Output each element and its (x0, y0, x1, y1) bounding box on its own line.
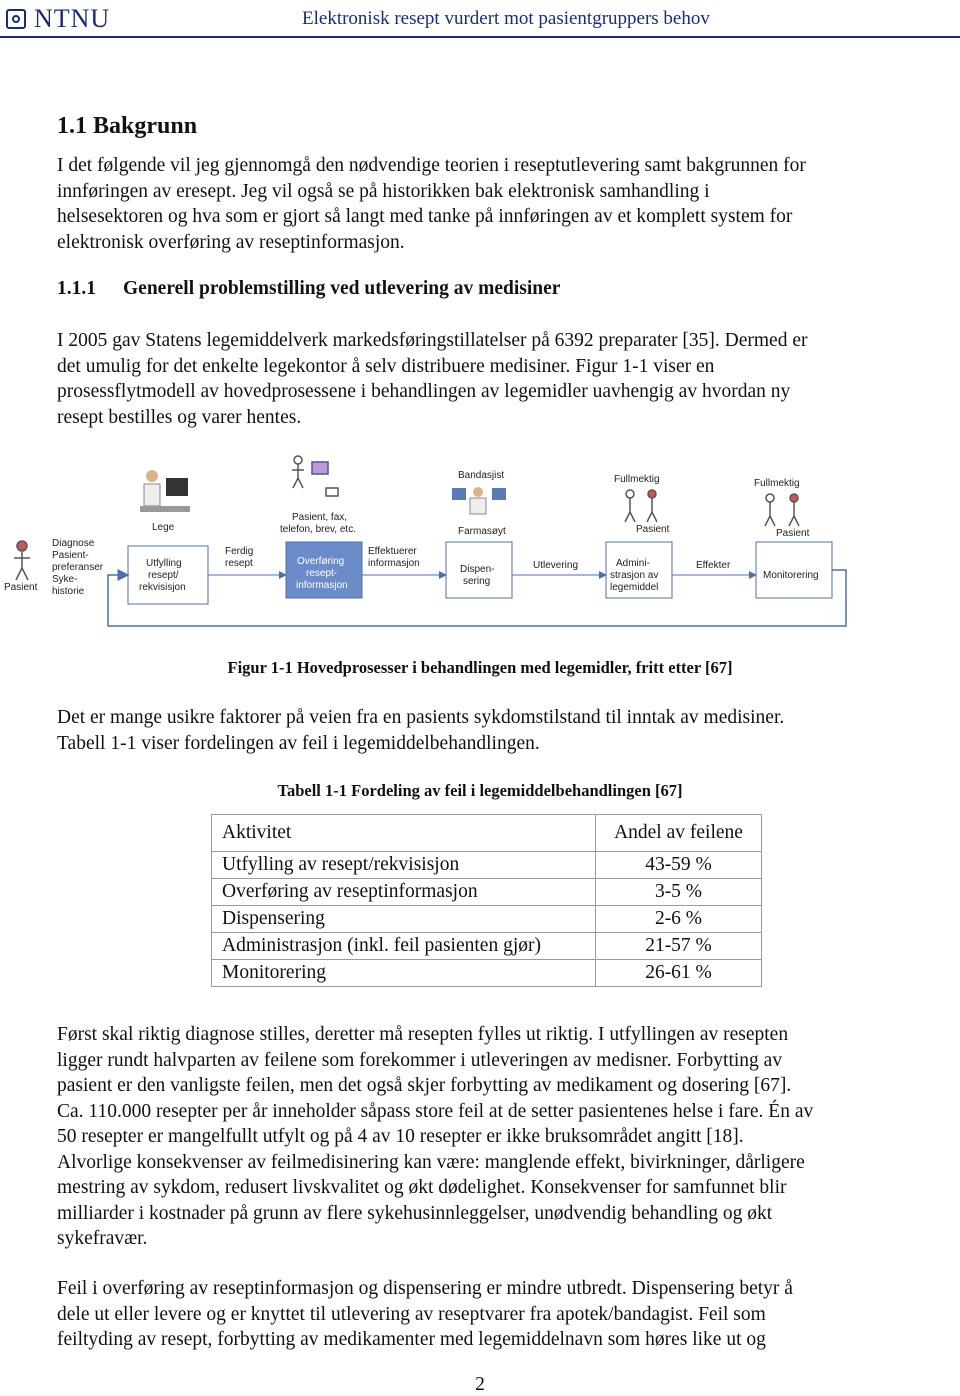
label-pasient-fax: Pasient, fax, (292, 512, 348, 523)
running-title: Elektronisk resept vurdert mot pasientgruppers behov (302, 8, 710, 29)
table-caption: Tabell 1-1 Fordeling av feil i legemiddelbehandlingen [67] (277, 781, 683, 800)
text-line: resept bestilles og varer hentes. (57, 406, 302, 428)
label-pasient-2: Pasient (636, 524, 670, 535)
proxy-patient-icon-2 (765, 494, 799, 526)
label-pasient: Pasient (4, 582, 38, 593)
communication-icon (292, 456, 338, 496)
label-legemiddel: legemiddel (610, 582, 659, 593)
text-line: Det er mange usikre faktorer på veien fra en pasients sykdomstilstand til inntak av medisiner. (57, 707, 785, 728)
text-line: prosessflytmodell av hovedprosessene i behandlingen av legemidler uavhengig av hvordan ny (57, 381, 791, 402)
label-lege: Lege (152, 522, 175, 533)
text-line: milliarder i kostnader på grunn av flere sykehusinnleggelser, unødvendig behandling og økt (57, 1202, 773, 1224)
text-line: helsesektoren og hva som er gjort så langt med tanke på innføringen av et komplett system for (57, 206, 793, 227)
label-effekter: Effekter (696, 560, 731, 571)
label-fullmektig-1: Fullmektig (614, 474, 660, 485)
label-telefon: telefon, brev, etc. (280, 524, 356, 535)
error-distribution-table (211, 814, 762, 987)
logo-text: NTNU (34, 4, 111, 33)
text-line: 50 resepter er mangelfullt utfylt og på 4 av 10 resepter er ikke bruksområdet angitt [18]. (57, 1126, 744, 1147)
label-informasjon: informasjon (296, 580, 348, 591)
label-sering: sering (463, 576, 491, 587)
label-fullmektig-2: Fullmektig (754, 478, 800, 489)
table-cell: Monitorering (212, 960, 596, 987)
label-utfylling: Utfylling (146, 558, 182, 569)
table-cell: 2-6 % (596, 906, 762, 933)
table-row (212, 879, 762, 906)
table-cell: Overføring av reseptinformasjon (212, 879, 596, 906)
section-heading: 1.1 Bakgrunn (57, 113, 198, 139)
table-cell: 26-61 % (596, 960, 762, 987)
subsection-number: 1.1.1 (57, 278, 96, 299)
label-rekvisisjon: rekvisisjon (139, 582, 186, 593)
label-pasientpref: Pasient- (52, 550, 89, 561)
pharmacist-icon (452, 487, 506, 514)
table-row (212, 933, 762, 960)
table-cell: 21-57 % (596, 933, 762, 960)
page-number: 2 (475, 1374, 485, 1395)
figure-caption: Figur 1-1 Hovedprosesser i behandlingen med legemidler, fritt etter [67] (227, 658, 733, 677)
label-bandasjist: Bandasjist (458, 470, 505, 481)
table-cell: 43-59 % (596, 852, 762, 879)
label-diagnose: Diagnose (52, 538, 95, 549)
paragraph-4 (57, 1276, 927, 1353)
text-line: elektronisk overføring av reseptinformasjon. (57, 231, 405, 253)
subsection-paragraph (57, 328, 927, 430)
page-header (0, 0, 960, 36)
label-utlevering: Utlevering (533, 560, 579, 571)
column-header: Andel av feilene (596, 815, 762, 852)
text-line: Ca. 110.000 resepter per år inneholder såpass store feil at de setter pasientenes helse i fare. Én av (57, 1100, 814, 1122)
text-line: ligger rundt halvparten av feilene som forekommer i utleveringen av medisner. Forbytting av (57, 1049, 783, 1071)
ntnu-logo (6, 4, 110, 34)
label-strasjon: strasjon av (610, 570, 659, 581)
label-historie: historie (52, 586, 85, 597)
table-cell: Utfylling av resept/rekvisisjon (212, 852, 596, 879)
label-syke: Syke- (52, 574, 78, 585)
label-resept: resept/ (148, 570, 179, 581)
paragraph-3 (57, 1022, 927, 1252)
label-farmasoyt: Farmasøyt (458, 526, 506, 537)
subsection-heading (57, 278, 560, 300)
text-line: pasient er den vanligste feilen, men det også skjer forbytting av medikament og dosering [67]. (57, 1075, 792, 1096)
header-rule (0, 36, 960, 38)
text-line: I 2005 gav Statens legemiddelverk markedsføringstillatelser på 6392 preparater [35]. Dermed er (57, 330, 808, 351)
paragraph-2 (57, 705, 927, 756)
text-line: Feil i overføring av reseptinformasjon og dispensering er mindre utbredt. Dispensering betyr å (57, 1278, 793, 1299)
table-cell: Administrasjon (inkl. feil pasienten gjør) (212, 933, 596, 960)
ntnu-logo-icon (6, 9, 26, 29)
text-line: Først skal riktig diagnose stilles, deretter må resepten fylles ut riktig. I utfyllingen av resepten (57, 1024, 789, 1045)
label-dispen: Dispen- (460, 564, 495, 575)
label-ferdig-resept: resept (225, 558, 253, 569)
label-pasient-3: Pasient (776, 528, 810, 539)
label-effektuerer-info: informasjon (368, 558, 420, 569)
table-row (212, 960, 762, 987)
table-row (212, 906, 762, 933)
text-line: Alvorlige konsekvenser av feilmedisinering kan være: manglende effekt, bivirkninger, dårligere (57, 1151, 805, 1173)
label-ferdig: Ferdig (225, 546, 254, 557)
label-preferanser: preferanser (52, 562, 104, 573)
text-line: feiltyding av resept, forbytting av medikamenter med legemiddelnavn som høres like ut og (57, 1329, 766, 1350)
intro-paragraph (57, 153, 927, 255)
subsection-title: Generell problemstilling ved utlevering av medisiner (123, 278, 561, 299)
label-admini: Admini- (616, 558, 650, 569)
text-line: det umulig for det enkelte legekontor å selv distribuere medisiner. Figur 1-1 viser en (57, 355, 715, 377)
column-header: Aktivitet (212, 815, 596, 852)
text-line: mestring av sykdom, redusert livskvalitet og økt dødelighet. Konsekvenser for samfunnet blir (57, 1177, 787, 1198)
table-row (212, 852, 762, 879)
patient-figure-icon (14, 541, 30, 580)
doctor-computer-icon (140, 470, 190, 512)
text-line: innføringen av eresept. Jeg vil også se på historikken bak elektronisk samhandling i (57, 180, 710, 202)
process-flow-figure (0, 448, 960, 638)
label-monitorering: Monitorering (763, 570, 819, 581)
table-cell: Dispensering (212, 906, 596, 933)
label-effektuerer: Effektuerer (368, 546, 417, 557)
text-line: Tabell 1-1 viser fordelingen av feil i legemiddelbehandlingen. (57, 732, 540, 754)
label-overforing-resept: resept- (306, 568, 338, 579)
proxy-patient-icon (625, 490, 657, 522)
text-line: sykefravær. (57, 1228, 148, 1249)
text-line: I det følgende vil jeg gjennomgå den nødvendige teorien i reseptutlevering samt bakgrunnen for (57, 155, 806, 176)
text-line: dele ut eller levere og er knyttet til utlevering av reseptvarer fra apotek/bandagist. Feil som (57, 1303, 766, 1325)
label-overforing: Overføring (297, 556, 345, 567)
table-cell: 3-5 % (596, 879, 762, 906)
table-header-row (212, 815, 762, 852)
